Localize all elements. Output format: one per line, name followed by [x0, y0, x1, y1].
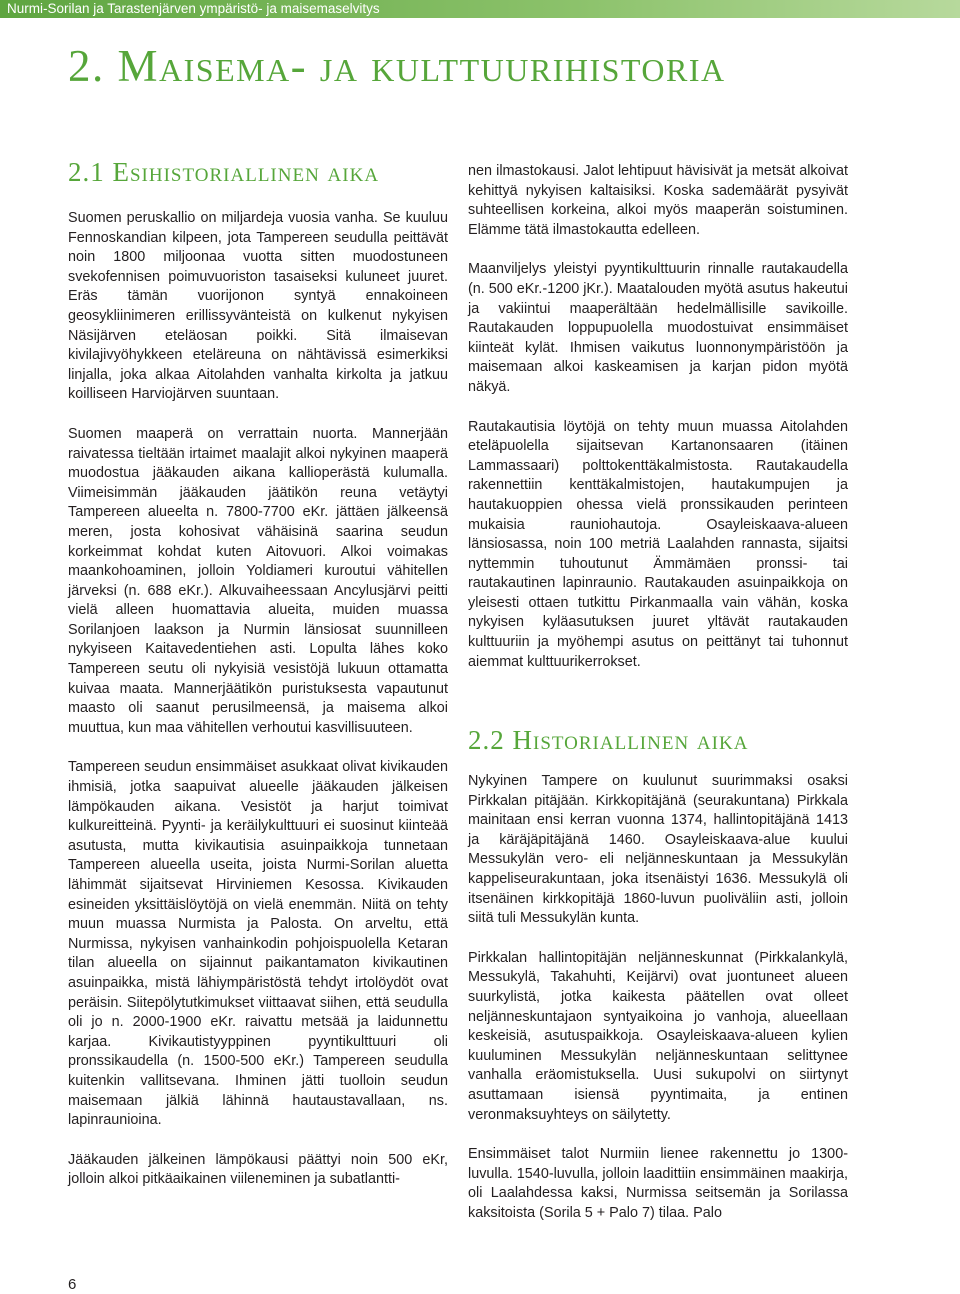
right-text-column-bottom — [468, 772, 848, 1223]
right-text-column-top — [468, 162, 848, 672]
page-number: 6 — [68, 1276, 77, 1293]
paragraph: Pirkkalan hallintopitäjän neljänneskunnat (Pirkkalankylä, Messukylä, Takahuhti, Keijärvi) ovat juontuneet alueen suurkylistä, jotka kaikesta päätellen ovat olleet neljänneskuntajaon syntyaikoina jo vanhoja, alueellaan keskeisiä, asutuspaikkoja. Osayleiskaava-alueen kylien kuuluminen Messukylän neljänneskuntaan selittynee vanhalla eräomistuksella. Uusi sukupolvi on siirtynyt asuttamaan isiensä pyyntimaita, ja entinen veronmaksuyhteys on säilytetty. — [468, 949, 848, 1123]
running-header-title: Nurmi-Sorilan ja Tarastenjärven ympäristö- ja maisemaselvitys — [7, 1, 380, 16]
paragraph: Suomen peruskallio on miljardeja vuosia vanha. Se kuuluu Fennoskandian kilpeen, jota Tampereen seudulla peittävät noin 1800 miljoonaa vuotta sitten muodostuneen svekofennisen poimuvuoriston tasaiseksi kuluneet juuret. Eräs tämän vuorijonon syntyä ennakoineen geosykliinimeren erillissyvänteistä on kulkenut nykyisen Näsijärven eteläosan poikki. Sitä ilmaisevan kivilajivyöhykkeen eteläreuna on nähtävissä esimerkiksi linjalla, joka alkaa Aitolahden vanhalta kirkolta ja jatkuu koilliseen Harviojärven suuntaan. — [68, 210, 448, 403]
paragraph: Jääkauden jälkeinen lämpökausi päättyi noin 500 eKr, jolloin alkoi pitkäaikainen viileneminen ja subatlantti- — [68, 1151, 448, 1188]
paragraph: Suomen maaperä on verrattain nuorta. Mannerjään raivatessa tieltään irtaimet maalajit alkoi nykyinen maaperä muodostua jääkauden aikana kallioperästä kulumalla. Viimeisimmän jääkauden jäätikön reuna vetäytyi Tampereen alueelta n. 7800-7700 eKr. jättäen jälkeensä meren, josta kohosivat vähäisinä saarina seudun korkeimmat kohdat kuten Aitovuori. Alkoi voimakas maankohoaminen, jolloin Yoldiameri kuroutui vähitellen järveksi (n. 688 eKr.). Alkuvaiheessaan Ancylusjärvi peitti vielä alleen huomattavia alueita, muiden muassa Sorilanjoen laakson ja Nurmin länsiosat suunnilleen nykyiseen Kaitavedentiehen asti. Lopulta lähes koko Tampereen seutu oli nykyisiä vesistöjä lukuun ottamatta kuivaa maata. Mannerjäätikön puristuksesta vapautunut maasto oli saanut perusilmeensä, ja maisema alkoi muuttua, kun maa vähitellen verhoutui kasvillisuuteen. — [68, 425, 448, 736]
chapter-title: 2. Maisema- ja kulttuurihistoria — [68, 41, 726, 91]
paragraph: Rautakautisia löytöjä on tehty muun muassa Aitolahden eteläpuolella sijaitsevan Kartanonsaaren (itäinen Lammassaari) polttokenttäkalmistosta. Rautakaudella rakennettiin kenttäkalmistojen, hautakumpujen ja hautakuoppien ohessa vielä pronssikauden perinteen mukaisia rauniohautoja. Osayleiskaava-alueen länsiosassa, noin 100 metriä Laalahden rannasta, sijaitsi nyttemmin tuhoutunut Ämmämäen pronssi- tai rautakautinen lapinraunio. Rautakauden asuinpaikkoja on yleisesti ottaen tutkittu Pirkanmaalla vain vähän, koska nykyisen kyläasutuksen juuret yltävät rautakauden kulttuuriin ja myöhempi asutus on peittänyt tai tuhonnut aiemmat kulttuurikerrokset. — [468, 418, 848, 670]
paragraph: Maanviljelys yleistyi pyyntikulttuurin rinnalle rautakaudella (n. 500 eKr.-1200 jKr.). Maatalouden myötä asutus hakeutui ja vakiintui maaperältään hedelmällisille savikoille. Rautakauden loppupuolella muodostuivat ensimmäiset kiinteät kylät. Ihmisen vaikutus luonnonympäristöön ja maisemaan alkoi kaskeamisen ja karjan pidon myötä näkyä. — [468, 261, 848, 395]
paragraph: nen ilmastokausi. Jalot lehtipuut hävisivät ja metsät alkoivat kehittyä nykyisen kaltaisiksi. Koska sademäärät pysyivät suhteellisen korkeina, alkoi myös maaperän soistuminen. Elämme tätä ilmastokautta edelleen. — [468, 163, 848, 238]
paragraph: Tampereen seudun ensimmäiset asukkaat olivat kivikauden ihmisiä, jotka saapuivat alueelle jääkauden jälkeisen lämpökauden aikana. Vesistöt ja harjut toimivat kulkureitteinä. Pyynti- ja keräilykulttuuri ei suosinut kiinteää asutusta, mutta kivikautisia asuinpaikkoja tunnetaan Tampereen alueella useita, joista Nurmi-Sorilan aluetta lähimmät sijaitsevat Hirviniemen Kesossa. Kivikauden esineiden yksittäislöytöjä on vielä enemmän. Niitä on tehty muun muassa Nurmista ja Palosta. On arveltu, että Nurmissa, nykyisen vanhainkodin pohjoispuolella Ketaran tilan alueella on sijainnut paikantamaton kivikautinen asuinpaikka, mistä lähiympäristöstä tehdyt irtolöydöt ovat peräisin. Siitepölytutkimukset viittaavat siihen, että seudulla oli jo n. 2000-1900 eKr. raivattu metsää ja laidunnettu karjaa. Kivikautistyyppinen pyyntikulttuuri oli pronssikaudella (n. 1500-500 eKr.) Tampereen seudulla kuitenkin vallitsevana. Ihminen jätti tuolloin seudun maisemaan jälkiä lähinnä hautaustavallaan, ns. lapinraunioina. — [68, 759, 448, 1129]
section-title-prehistoric: 2.1 Esihistoriallinen aika — [68, 157, 380, 187]
running-header-bar — [0, 0, 960, 18]
section-title-historical: 2.2 Historiallinen aika — [468, 725, 749, 755]
paragraph: Nykyinen Tampere on kuulunut suurimmaksi osaksi Pirkkalan pitäjään. Kirkkopitäjänä (seurakuntana) Pirkkala mainitaan ensi kerran vuonna 1374, hallintopitäjänä 1413 ja käräjäpitäjänä 1460. Osayleiskaava-alue kuului Messukylän vero- eli neljänneskuntaan ja Messukylän kappeliseurakuntaan, joka itsenäistyi 1636. Messukylä oli itsenäinen kirkkopitäjä 1860-luvun puoliväliin asti, jolloin siitä tuli Messukylän kunta. — [468, 773, 848, 927]
paragraph: Ensimmäiset talot Nurmiin lienee rakennettu jo 1300-luvulla. 1540-luvulla, jolloin laadittiin ensimmäinen maakirja, oli Laalahdessa kaksi, Nurmissa seitsemän ja Sorilassa kaksitoista (Sorila 5 + Palo 7) tilaa. Palo — [468, 1146, 848, 1221]
left-text-column — [68, 209, 448, 1190]
